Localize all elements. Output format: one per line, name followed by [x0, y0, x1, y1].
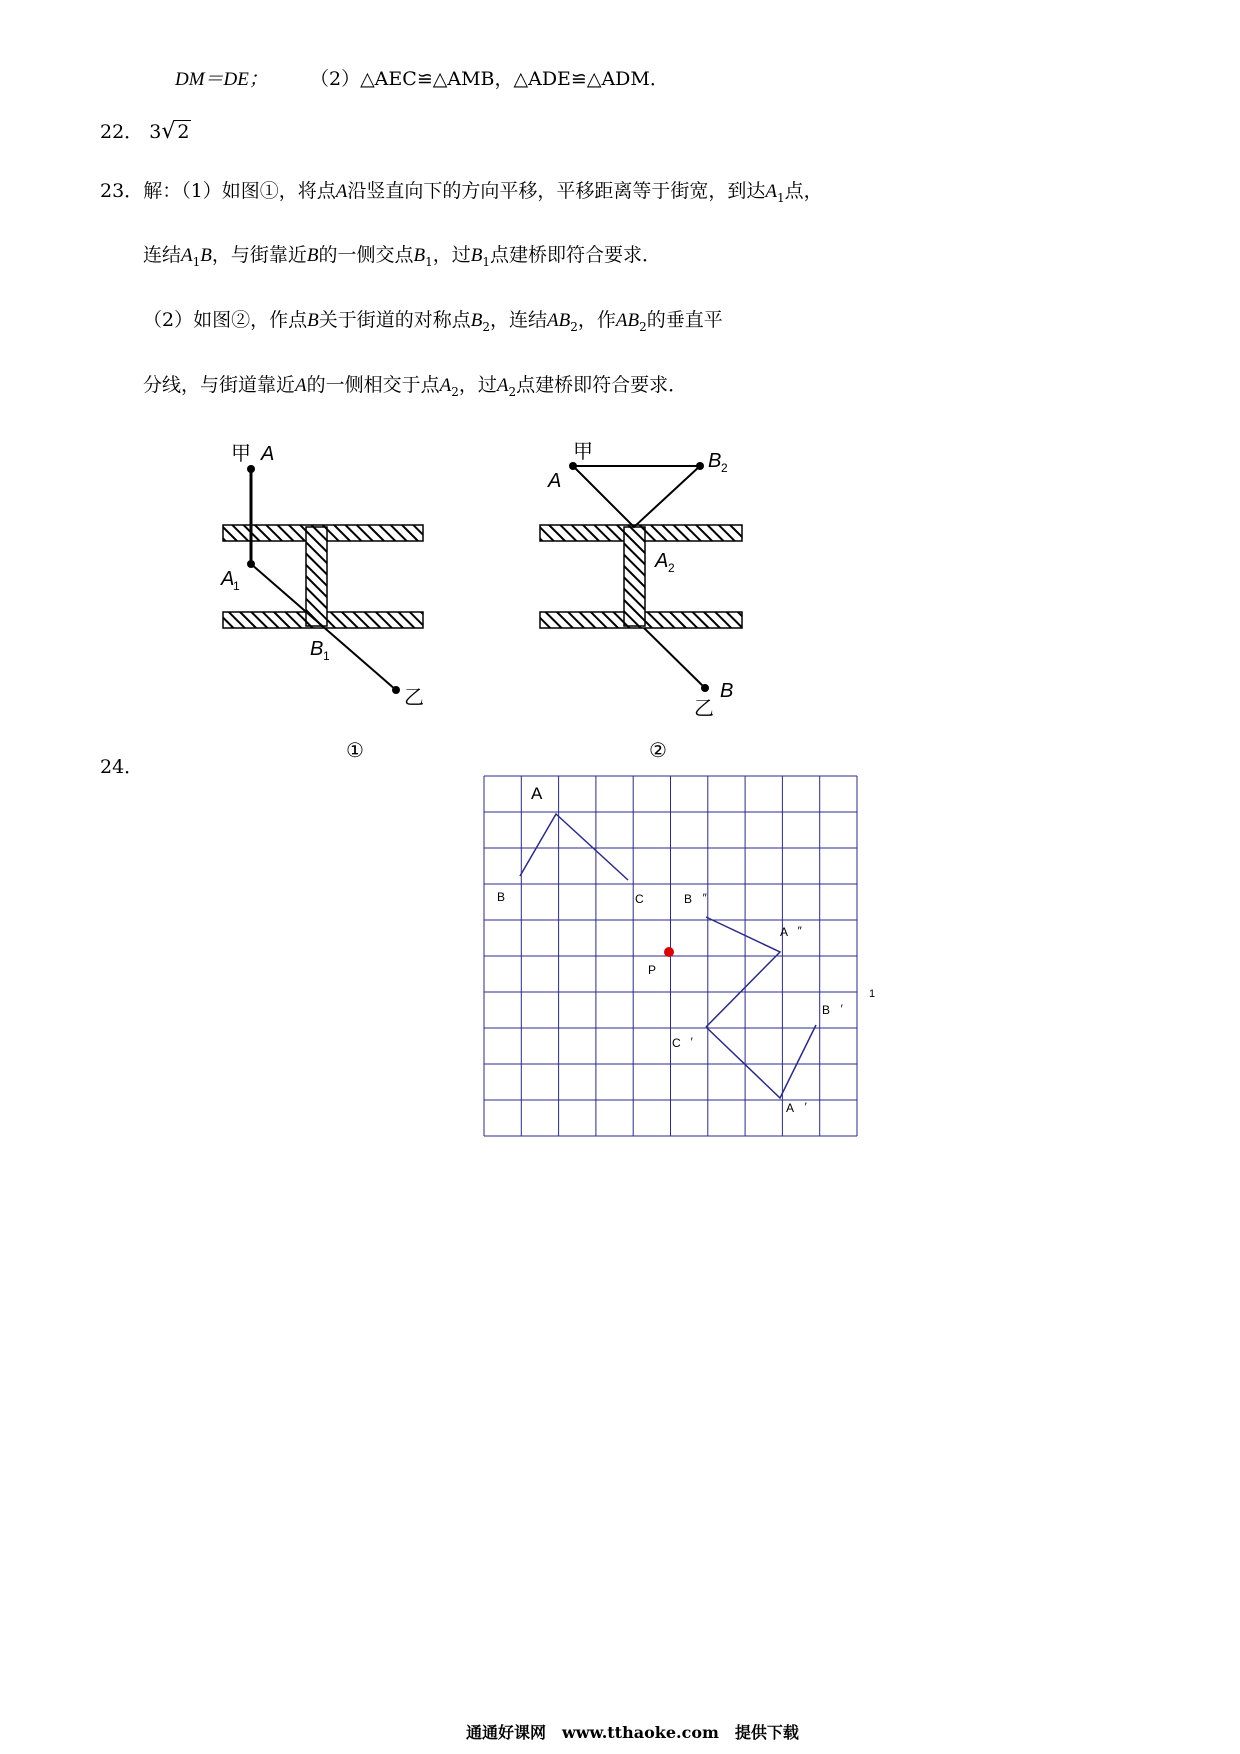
grid-mark-A-prime: ′: [804, 1100, 807, 1114]
point-A: [569, 462, 577, 470]
math-var: B: [470, 245, 483, 266]
point-A: [247, 465, 255, 473]
text-segment: 连结: [143, 244, 182, 266]
answer-23-line4: [143, 370, 687, 399]
grid-label-C: C: [635, 892, 644, 906]
text-segment: 沿竖直向下的方向平移，平移距离等于街宽，到达: [347, 180, 766, 202]
point-B2: [696, 462, 704, 470]
question-number-24: 24．: [100, 756, 144, 778]
label-B2: B: [708, 450, 722, 472]
math-var: B: [200, 245, 212, 266]
grid-label-P: P: [648, 963, 657, 977]
answer-21-line: [175, 64, 669, 91]
label-A: A: [548, 470, 562, 492]
text-segment: 的一侧交点: [318, 244, 414, 266]
bridge: [624, 527, 645, 626]
math-var: B: [470, 310, 483, 331]
label-A1-sub: 1: [233, 579, 240, 593]
label-B1-sub: 1: [323, 649, 330, 663]
math-var: A: [765, 181, 778, 202]
point-A1: [247, 560, 255, 568]
grid-label-A-double-prime: A: [780, 925, 789, 939]
grid-label-C-prime: C: [672, 1036, 681, 1050]
shape-A-double-prime: [706, 917, 780, 1027]
figure-2-caption: ②: [649, 738, 667, 762]
grid-label-B-double-prime: B: [684, 892, 693, 906]
math-var: AB: [546, 310, 571, 331]
answer-22-radicand: 2: [177, 121, 190, 143]
grid-mark-B-prime: ′: [840, 1002, 843, 1016]
question-number-23: 23．: [100, 180, 144, 202]
label-A2: A: [655, 550, 669, 572]
label-A2-sub: 2: [668, 561, 675, 575]
text-segment: 点建桥即符合要求．: [490, 244, 662, 266]
text-segment: 关于街道的对称点: [318, 309, 471, 331]
shape-ABC: [520, 814, 628, 880]
math-var: A: [181, 245, 193, 266]
text-segment: ，作: [577, 309, 616, 331]
answer-22-coef: 3: [149, 121, 162, 143]
answer-23-line1: [100, 176, 823, 205]
question-number-22: 22．: [100, 121, 144, 143]
math-var: B: [307, 310, 319, 331]
text-segment: ，与街靠近: [211, 244, 307, 266]
text-segment: 点，: [784, 180, 823, 202]
math-subscript: 2: [482, 320, 490, 334]
math-subscript: 1: [425, 255, 433, 269]
shape-A-prime: [706, 1025, 816, 1098]
bridge: [306, 527, 327, 626]
triangle-A-B2: [573, 466, 700, 527]
answer-23-line2: [143, 240, 661, 269]
math-subscript: 1: [482, 255, 491, 269]
grid-label-A-prime: A: [786, 1101, 795, 1115]
text-segment: ，过: [432, 244, 471, 266]
segment-to-B: [644, 628, 705, 688]
math-subscript: 1: [777, 191, 785, 205]
text-segment: ，连结: [489, 309, 547, 331]
label-B2-sub: 2: [721, 461, 728, 475]
text-segment: 的垂直平: [646, 309, 723, 331]
grid-label-B-prime: B: [822, 1003, 831, 1017]
math-var: A: [496, 375, 509, 396]
grid-label-one: 1: [869, 988, 876, 1000]
point-B: [392, 686, 400, 694]
math-subscript: 2: [508, 385, 517, 399]
label-yi: 乙: [404, 687, 424, 709]
point-P: [664, 947, 674, 957]
bridge-figures: [0, 420, 1240, 740]
grid-label-A: A: [531, 784, 543, 803]
text-segment: （2）如图②，作点: [143, 309, 308, 331]
answer-21-part2: （2）△AEC≌△AMB，△ADE≌△ADM．: [309, 68, 669, 90]
label-B1: B: [310, 638, 324, 660]
math-subscript: 2: [451, 385, 459, 399]
figure-1: [220, 443, 424, 709]
label-B: B: [720, 680, 734, 702]
math-var: B: [306, 245, 319, 266]
answer-23-line3: [143, 305, 723, 334]
label-jia: 甲: [573, 441, 593, 463]
text-segment: ，过: [458, 374, 497, 396]
grid-mark-A-double-prime: ″: [797, 924, 802, 938]
label-yi: 乙: [694, 698, 714, 720]
text-segment: 点建桥即符合要求．: [516, 374, 688, 396]
grid-mark-C-prime: ′: [690, 1035, 693, 1049]
math-subscript: 2: [639, 320, 647, 334]
label-jia: 甲: [231, 443, 251, 465]
text-segment: 的一侧相交于点: [306, 374, 440, 396]
figure-1-caption: ①: [346, 738, 364, 762]
label-A: A: [261, 443, 275, 465]
answer-21-eq: DM＝DE；: [175, 69, 268, 90]
footer-credit: 通通好课网 www.tthaoke.com 提供下载: [466, 1723, 799, 1742]
grid-figure: [0, 760, 1240, 1160]
grid-label-B: B: [497, 890, 506, 904]
text-segment: 分线，与街道靠近: [143, 374, 296, 396]
label-A1: A: [221, 568, 235, 590]
math-subscript: 1: [192, 255, 201, 269]
sqrt-symbol: √ 2: [161, 119, 190, 144]
math-var: B: [413, 245, 426, 266]
grid-mark-B-double-prime: ″: [702, 891, 707, 905]
math-var: A: [335, 181, 348, 202]
math-var: A: [439, 375, 452, 396]
point-B: [701, 684, 709, 692]
math-subscript: 2: [570, 320, 578, 334]
math-var: A: [295, 375, 307, 396]
math-var: AB: [615, 310, 640, 331]
figure-2: [540, 441, 742, 720]
text-segment: 解：（1）如图①，将点: [143, 180, 336, 202]
answer-22: [100, 117, 191, 144]
